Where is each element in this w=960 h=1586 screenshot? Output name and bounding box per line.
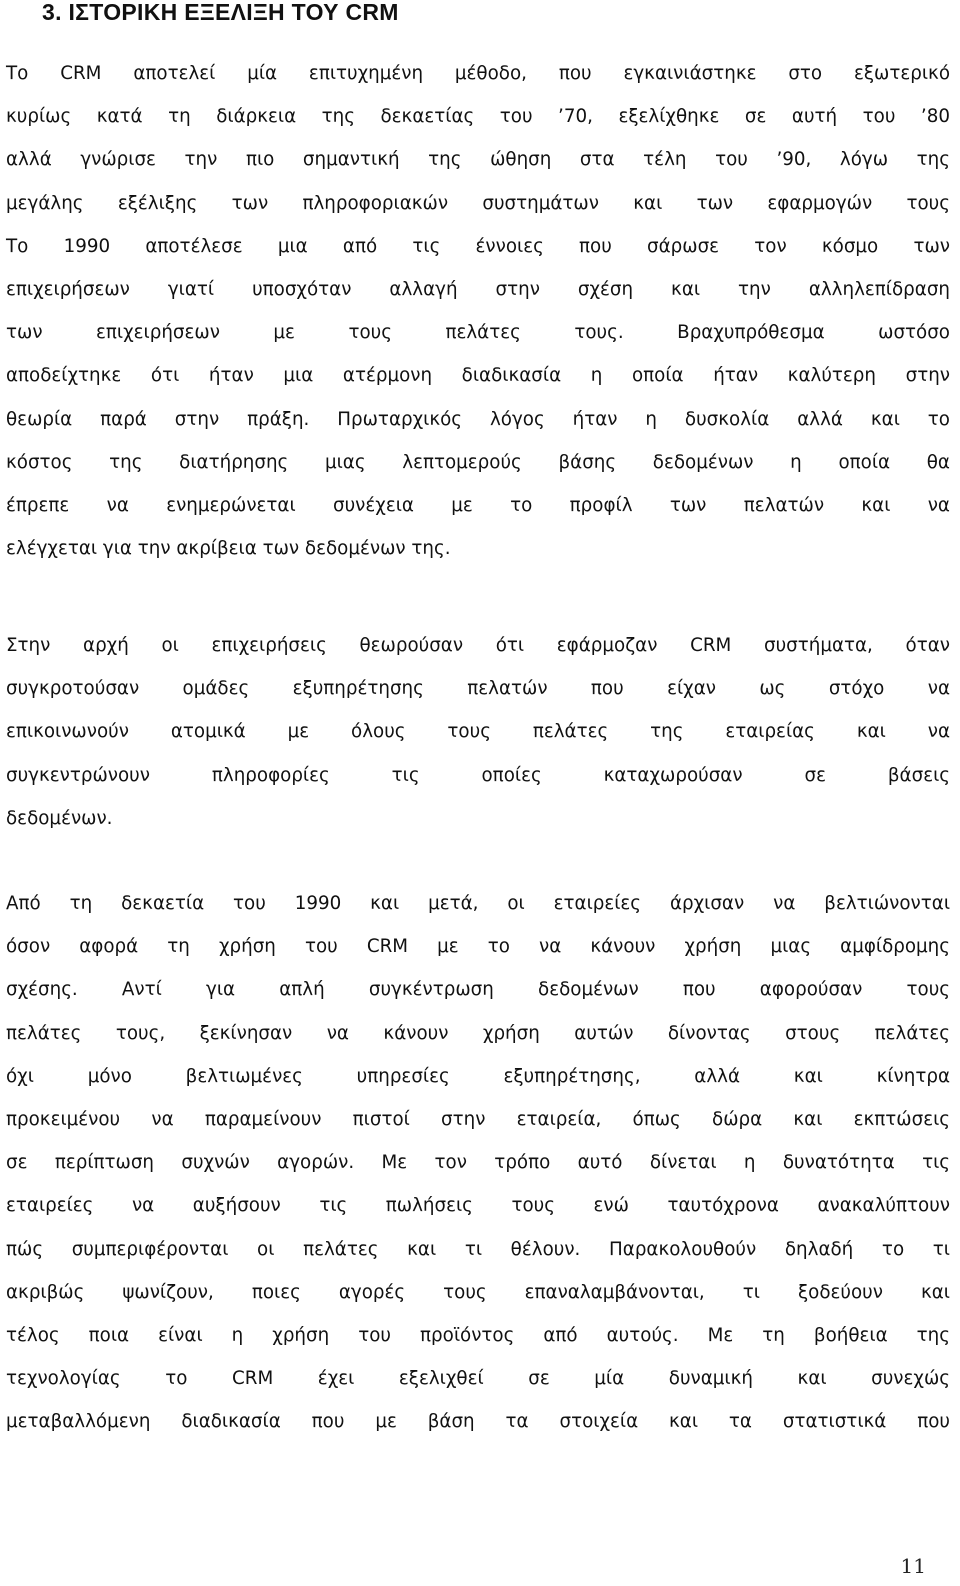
paragraph-line: συγκεντρώνουν πληροφορίες τις οποίες καταχωρούσαν σε βάσεις	[6, 764, 950, 786]
paragraph-line: επιχειρήσεων γιατί υποσχόταν αλλαγή στην σχέση και την αλληλεπίδραση	[6, 278, 950, 300]
paragraph-line: Το 1990 αποτέλεσε μια από τις έννοιες που σάρωσε τον κόσμο των	[6, 235, 950, 257]
paragraph-line: σχέσης. Αντί για απλή συγκέντρωση δεδομένων που αφορούσαν τους	[6, 979, 950, 1001]
paragraph-line: των επιχειρήσεων με τους πελάτες τους. Βραχυπρόθεσμα ωστόσο	[6, 322, 950, 344]
paragraph-line: πελάτες τους, ξεκίνησαν να κάνουν χρήση αυτών δίνοντας στους πελάτες	[6, 1022, 950, 1044]
paragraph-line: Στην αρχή οι επιχειρήσεις θεωρούσαν ότι εφάρμοζαν CRM συστήματα, όταν	[6, 635, 950, 656]
paragraph-line: έπρεπε να ενημερώνεται συνέχεια με το προφίλ των πελατών και να	[6, 494, 950, 516]
paragraph-line: δεδομένων.	[6, 807, 113, 829]
paragraph-line: αλλά γνώρισε την πιο σημαντική της ώθηση στα τέλη του ’90, λόγω της	[6, 149, 950, 171]
paragraph-line: μεταβαλλόμενη διαδικασία που με βάση τα στοιχεία και τα στατιστικά που	[6, 1411, 950, 1433]
paragraph-line: θεωρία παρά στην πράξη. Πρωταρχικός λόγος ήταν η δυσκολία αλλά και το	[6, 408, 950, 430]
paragraph-early-crm	[6, 624, 950, 840]
paragraph-line: όχι μόνο βελτιωμένες υπηρεσίες εξυπηρέτησης, αλλά και κίνητρα	[6, 1065, 950, 1087]
paragraph-line: εταιρείες να αυξήσουν τις πωλήσεις τους ενώ ταυτόχρονα ανακαλύπτουν	[6, 1195, 950, 1217]
paragraph-line: όσον αφορά τη χρήση του CRM με το να κάνουν χρήση μιας αμφίδρομης	[6, 936, 950, 958]
paragraph-line: κυρίως κατά τη διάρκεια της δεκαετίας του ’70, εξελίχθηκε σε αυτή του ’80	[6, 106, 950, 128]
paragraph-line: ακριβώς ψωνίζουν, ποιες αγορές τους επαναλαμβάνονται, τι ξοδεύουν και	[6, 1281, 950, 1303]
paragraph-line: αποδείχτηκε ότι ήταν μια ατέρμονη διαδικασία η οποία ήταν καλύτερη στην	[6, 365, 950, 387]
paragraph-line: συγκροτούσαν ομάδες εξυπηρέτησης πελατών που είχαν ως στόχο να	[6, 678, 950, 700]
paragraph-line: τέλος ποια είναι η χρήση του προϊόντος από αυτούς. Με τη βοήθεια της	[6, 1324, 950, 1346]
paragraph-line: Το CRM αποτελεί μία επιτυχημένη μέθοδο, που εγκαινιάστηκε στο εξωτερικό	[6, 63, 950, 84]
page-number: 11	[900, 1554, 926, 1578]
paragraph-history-intro	[6, 52, 950, 570]
paragraph-line: Από τη δεκαετία του 1990 και μετά, οι εταιρείες άρχισαν να βελτιώνονται	[6, 893, 950, 914]
paragraph-line: επικοινωνούν ατομικά με όλους τους πελάτες της εταιρείας και να	[6, 721, 950, 743]
paragraph-crm-since-1990	[6, 882, 950, 1443]
paragraph-line: μεγάλης εξέλιξης των πληροφοριακών συστημάτων και των εφαρμογών τους	[6, 192, 950, 214]
paragraph-line: σε περίπτωση συχνών αγορών. Με τον τρόπο αυτό δίνεται η δυνατότητα τις	[6, 1152, 950, 1174]
section-heading: 3. ΙΣΤΟΡΙΚΗ ΕΞΕΛΙΞΗ ΤΟΥ CRM	[42, 0, 399, 25]
paragraph-line: κόστος της διατήρησης μιας λεπτομερούς βάσης δεδομένων η οποία θα	[6, 451, 950, 473]
paragraph-line: προκειμένου να παραμείνουν πιστοί στην εταιρεία, όπως δώρα και εκπτώσεις	[6, 1108, 950, 1130]
paragraph-line: ελέγχεται για την ακρίβεια των δεδομένων της.	[6, 538, 451, 560]
paragraph-line: πώς συμπεριφέρονται οι πελάτες και τι θέλουν. Παρακολουθούν δηλαδή το τι	[6, 1238, 950, 1260]
paragraph-line: τεχνολογίας το CRM έχει εξελιχθεί σε μία δυναμική και συνεχώς	[6, 1368, 950, 1390]
